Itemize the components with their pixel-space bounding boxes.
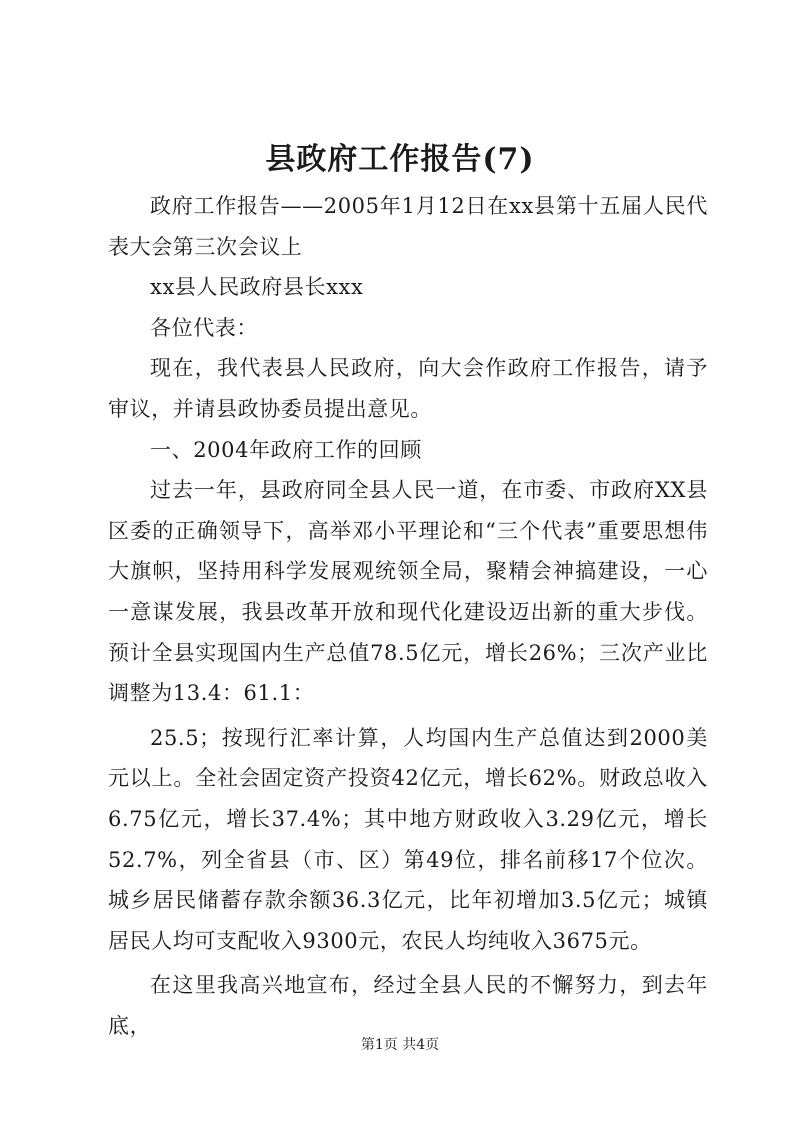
paragraph-announcement: 在这里我高兴地宣布，经过全县人民的不懈努力，到去年底， bbox=[108, 973, 708, 1038]
paragraph-review: 过去一年，县政府同全县人民一道，在市委、市政府XX县区委的正确领导下，高举邓小平理论和“三个代表”重要思想伟大旗帜，坚持用科学发展观统领全局，聚精会神搞建设，一心一意谋发展，我县改革开放和现代化建设迈出新的重大步伐。预计全县实现国内生产总值78.5亿元，增长26%；三次产业比调整为13.4：61.1： bbox=[108, 478, 708, 706]
document-title: 县政府工作报告(7) bbox=[265, 142, 535, 177]
paragraph-speaker: xx县人民政府县长xxx bbox=[150, 275, 364, 300]
paragraph-report-heading: 政府工作报告——2005年1月12日在xx县第十五届人民代表大会第三次会议上 bbox=[108, 194, 708, 259]
paragraph-section-heading: 一、2004年政府工作的回顾 bbox=[150, 437, 422, 462]
paragraph-statistics: 25.5；按现行汇率计算，人均国内生产总值达到2000美元以上。全社会固定资产投资42亿元，增长62%。财政总收入6.75亿元，增长37.4%；其中地方财政收入3.29亿元，增长52.7%，列全省县（市、区）第49位，排名前移17个位次。城乡居民储蓄存款余额36.3亿元，比年初增加3.5亿元；城镇居民人均可支配收入9300元，农民人均纯收入3675元。 bbox=[108, 725, 708, 953]
paragraph-salutation: 各位代表： bbox=[150, 315, 258, 340]
document-body bbox=[108, 186, 708, 1050]
page-number-footer: 第1页 共4页 bbox=[360, 1037, 440, 1053]
paragraph-intro: 现在，我代表县人民政府，向大会作政府工作报告，请予审议，并请县政协委员提出意见。 bbox=[108, 356, 708, 421]
